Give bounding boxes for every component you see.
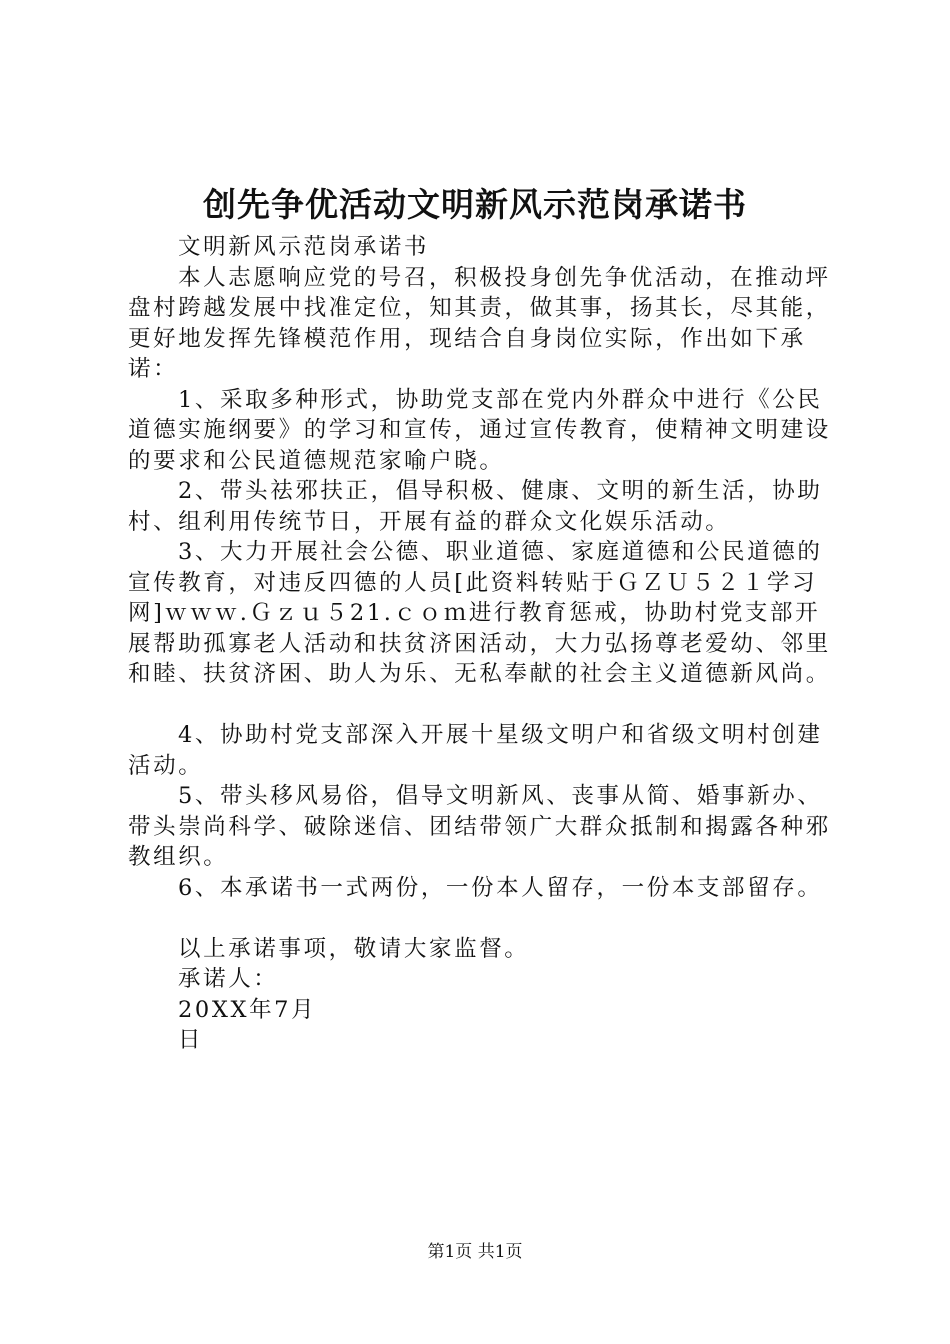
document-title: 创先争优活动文明新风示范岗承诺书: [203, 185, 747, 224]
intro-paragraph: 本人志愿响应党的号召，积极投身创先争优活动，在推动坪盘村跨越发展中找准定位，知其责，做其事，扬其长，尽其能，更好地发挥先锋模范作用，现结合自身岗位实际，作出如下承诺：: [128, 264, 831, 382]
paragraph-spacer: [128, 690, 834, 721]
commitment-item-1: 1、采取多种形式，协助党支部在党内外群众中进行《公民道德实施纲要》的学习和宣传，通过宣传教育，使精神文明建设的要求和公民道德规范家喻户晓。: [128, 386, 831, 474]
commitment-item-6: 6、本承诺书一式两份，一份本人留存，一份本支部留存。: [178, 874, 823, 901]
document-body: [128, 232, 834, 1056]
signer-label: 承诺人：: [178, 966, 279, 992]
commitment-item-4: 4、协助村党支部深入开展十星级文明户和省级文明村创建活动。: [128, 722, 823, 779]
subtitle: 文明新风示范岗承诺书: [178, 234, 430, 260]
closing-line: 以上承诺事项，敬请大家监督。: [178, 935, 530, 962]
page-footer: 第1页 共1页: [427, 1242, 523, 1262]
commitment-item-3: 3、大力开展社会公德、职业道德、家庭道德和公民道德的宣传教育，对违反四德的人员[此资料转贴于ＧＺＵ５２１学习网]ｗｗｗ.Ｇｚｕ５21.ｃｏｍ进行教育惩戒，协助村党支部开展帮助孤寡老人活动和扶贫济困活动，大力弘扬尊老爱幼、邻里和睦、扶贫济困、助人为乐、无私奉献的社会主义道德新风尚。: [128, 539, 831, 687]
date-line: 20XX年7月: [178, 996, 317, 1023]
commitment-item-2: 2、带头祛邪扶正，倡导积极、健康、文明的新生活，协助村、组利用传统节日，开展有益的群众文化娱乐活动。: [128, 478, 823, 535]
day-label: 日: [178, 1027, 204, 1053]
paragraph-spacer: [128, 903, 834, 934]
commitment-item-5: 5、带头移风易俗，倡导文明新风、丧事从简、婚事新办、带头崇尚科学、破除迷信、团结带领广大群众抵制和揭露各种邪教组织。: [128, 783, 831, 870]
